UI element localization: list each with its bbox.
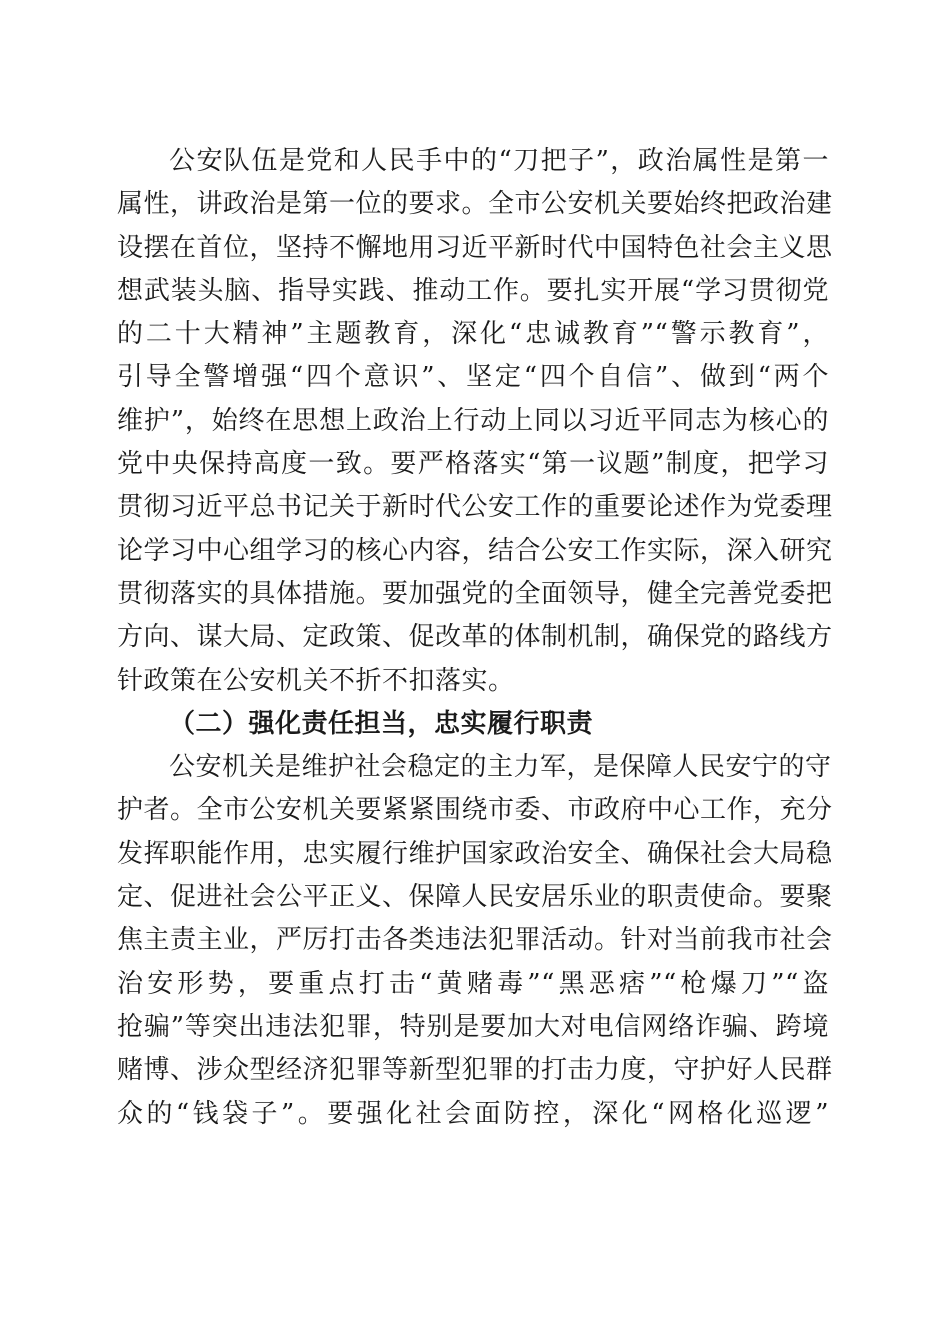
paragraph-1-line-5: 的二十大精神”主题教育，深化“忠诚教育”“警示教育”， xyxy=(117,319,829,350)
paragraph-2-line-3: 发挥职能作用，忠实履行维护国家政治安全、确保社会大局稳 xyxy=(117,838,833,869)
paragraph-2-line-7: 抢骗”等突出违法犯罪，特别是要加大对电信网络诈骗、跨境 xyxy=(117,1011,829,1042)
paragraph-1-line-8: 党中央保持高度一致。要严格落实“第一议题”制度，把学习 xyxy=(117,449,829,480)
paragraph-1-line-1: 公安队伍是党和人民手中的“刀把子”，政治属性是第一 xyxy=(169,146,829,176)
paragraph-2-line-8: 赌博、涉众型经济犯罪等新型犯罪的打击力度，守护好人民群 xyxy=(117,1055,833,1086)
paragraph-1-line-12: 方向、谋大局、定政策、促改革的体制机制，确保党的路线方 xyxy=(117,622,833,653)
paragraph-2-line-4: 定、促进社会公平正义、保障人民安居乐业的职责使命。要聚 xyxy=(117,882,833,913)
paragraph-1-line-2: 属性，讲政治是第一位的要求。全市公安机关要始终把政治建 xyxy=(117,189,833,220)
paragraph-1-line-6: 引导全警增强“四个意识”、坚定“四个自信”、做到“两个 xyxy=(117,362,829,393)
paragraph-2-line-6: 治安形势，要重点打击“黄赌毒”“黑恶痞”“枪爆刀”“盗 xyxy=(117,968,829,999)
section-heading-2: （二）强化责任担当，忠实履行职责 xyxy=(169,708,594,739)
paragraph-1-line-11: 贯彻落实的具体措施。要加强党的全面领导，健全完善党委把 xyxy=(117,578,833,609)
paragraph-1-line-9: 贯彻习近平总书记关于新时代公安工作的重要论述作为党委理 xyxy=(117,492,833,523)
paragraph-2-line-1: 公安机关是维护社会稳定的主力军，是保障人民安宁的守 xyxy=(169,752,832,783)
paragraph-1-line-4: 想武装头脑、指导实践、推动工作。要扎实开展“学习贯彻党 xyxy=(117,275,829,306)
paragraph-2-line-9: 众的“钱袋子”。要强化社会面防控，深化“网格化巡逻” xyxy=(117,1098,829,1129)
paragraph-1-line-7: 维护”，始终在思想上政治上行动上同以习近平同志为核心的 xyxy=(117,405,829,436)
paragraph-2-line-2: 护者。全市公安机关要紧紧围绕市委、市政府中心工作，充分 xyxy=(117,795,833,826)
paragraph-1-line-13: 针政策在公安机关不折不扣落实。 xyxy=(117,665,515,696)
paragraph-1-line-10: 论学习中心组学习的核心内容，结合公安工作实际，深入研究 xyxy=(117,535,833,566)
document-body xyxy=(117,140,833,1136)
paragraph-1-line-3: 设摆在首位，坚持不懈地用习近平新时代中国特色社会主义思 xyxy=(117,232,833,263)
paragraph-2-line-5: 焦主责主业，严厉打击各类违法犯罪活动。针对当前我市社会 xyxy=(117,925,833,956)
